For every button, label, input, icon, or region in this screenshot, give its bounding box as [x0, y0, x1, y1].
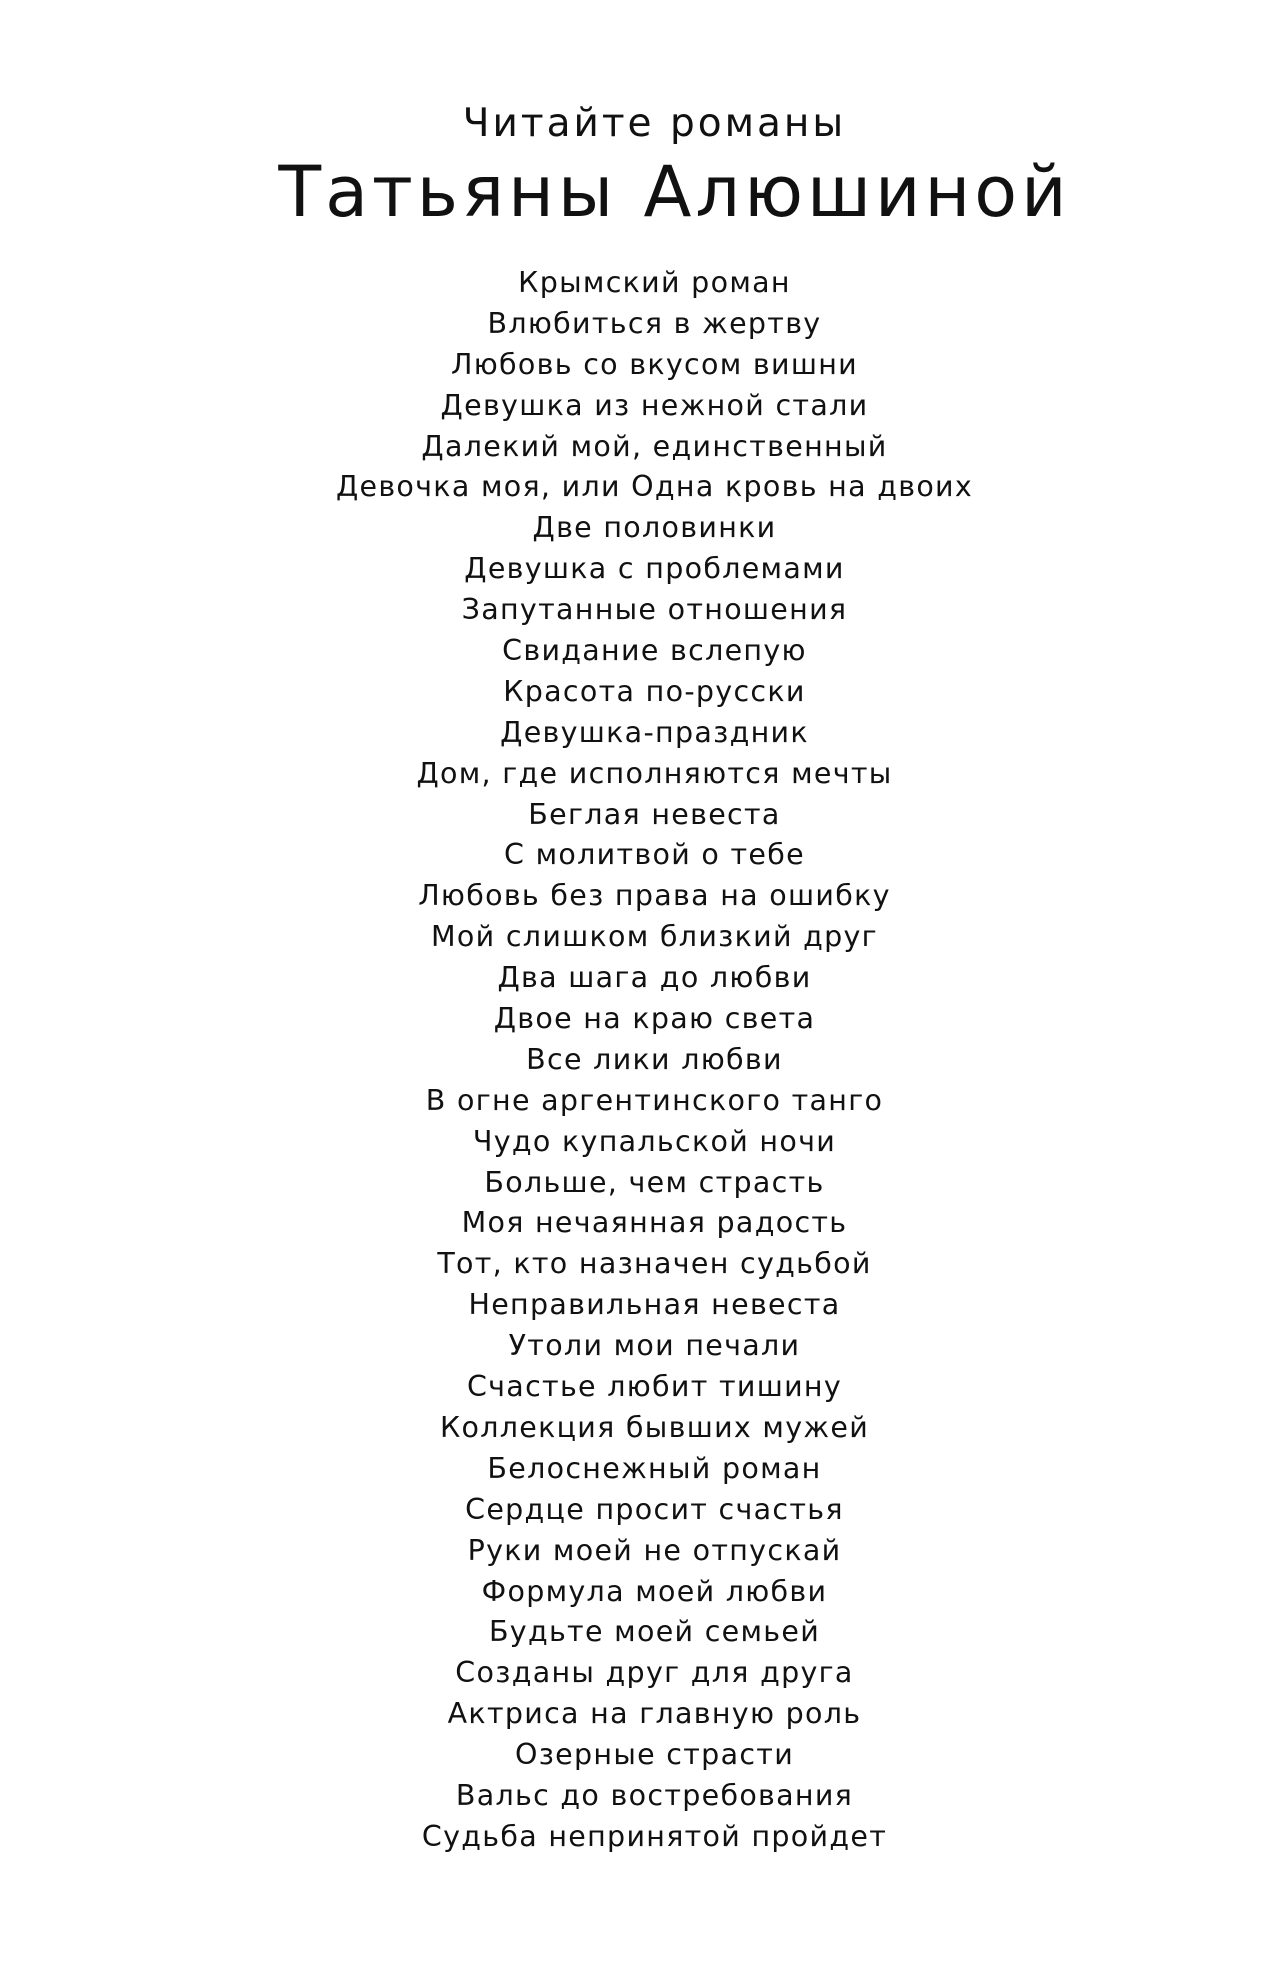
book-title-item: Больше, чем страсть [484, 1165, 825, 1199]
book-title-item: Далекий мой, единственный [421, 429, 888, 463]
book-title-item: Девушка с проблемами [464, 552, 845, 586]
book-titles-list [0, 263, 1269, 1858]
book-title-item: Будьте моей семьей [488, 1615, 821, 1649]
book-title-item: Руки моей не отпускай [467, 1533, 842, 1567]
book-title-item: Все лики любви [526, 1042, 783, 1076]
book-title-item: Тот, кто назначен судьбой [437, 1247, 872, 1281]
book-title-item: Крымский роман [518, 266, 791, 299]
book-title-item: Актриса на главную роль [447, 1697, 862, 1731]
book-title-item: Утоли мои печали [508, 1329, 801, 1363]
book-title-item: Мой слишком близкий друг [431, 920, 878, 954]
book-title-item: Моя нечаянная радость [461, 1206, 848, 1240]
book-title-item: Любовь без права на ошибку [418, 879, 891, 913]
book-title-item: Влюбиться в жертву [487, 306, 822, 340]
book-title-item: Сердце просит счастья [465, 1492, 844, 1526]
book-title-item: Созданы друг для друга [455, 1656, 854, 1690]
book-title-item: Любовь со вкусом вишни [451, 347, 858, 381]
book-title-item: В огне аргентинского танго [425, 1083, 884, 1117]
book-title-item: Девушка-праздник [500, 715, 809, 749]
book-title-item: Девочка моя, или Одна кровь на двоих [335, 470, 974, 504]
book-title-item: Озерные страсти [514, 1738, 795, 1772]
book-title-item: Два шага до любви [497, 961, 812, 995]
book-title-item: Двое на краю света [493, 1002, 816, 1036]
book-title-item: Дом, где исполняются мечты [416, 756, 893, 790]
book-title-item: Формула моей любви [481, 1574, 828, 1608]
book-title-item: Счастье любит тишину [466, 1370, 843, 1404]
author-name: Татьяны Алюшиной [278, 151, 1071, 233]
book-title-item: Свидание вслепую [502, 634, 807, 668]
book-title-item: Чудо купальской ночи [472, 1124, 837, 1158]
book-title-item: Судьба непринятой пройдет [421, 1819, 888, 1853]
book-title-item: Неправильная невеста [468, 1288, 841, 1322]
book-title-item: Запутанные отношения [461, 593, 848, 627]
book-title-item: Коллекция бывших мужей [439, 1410, 870, 1444]
book-title-item: Девушка из нежной стали [440, 388, 869, 422]
book-title-item: Красота по-русски [503, 674, 806, 708]
page-subtitle: Читайте романы [462, 101, 847, 146]
book-title-item: С молитвой о тебе [504, 838, 805, 872]
book-title-item: Белоснежный роман [487, 1451, 822, 1485]
book-title-item: Беглая невеста [528, 797, 781, 831]
book-title-item: Вальс до востребования [455, 1778, 854, 1812]
book-title-item: Две половинки [532, 511, 777, 545]
